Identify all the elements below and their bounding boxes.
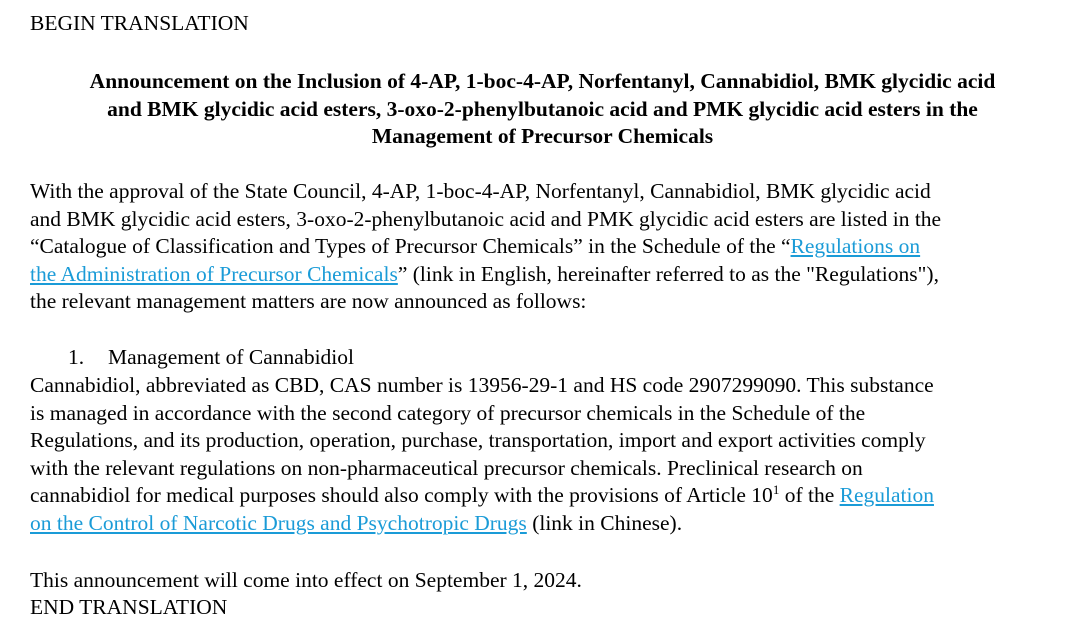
section-number: 1. — [68, 345, 85, 369]
cbd-text: cannabidiol for medical purposes should also comply with the provisions of Article 10 — [30, 483, 773, 507]
intro-line-4 — [30, 261, 1055, 289]
begin-translation-marker: BEGIN TRANSLATION — [30, 11, 249, 35]
intro-line-2: and BMK glycidic acid esters, 3-oxo-2-phenylbutanoic acid and PMK glycidic acid esters are listed in the — [30, 206, 942, 231]
cbd-text: (link in Chinese). — [526, 510, 683, 535]
section-heading-text: Management of Cannabidiol — [108, 345, 354, 369]
cbd-text: of the — [779, 483, 840, 507]
section-1-heading — [68, 344, 354, 372]
intro-line-5: the relevant management matters are now announced as follows: — [30, 289, 587, 313]
cbd-line-3: Regulations, and its production, operation, purchase, transportation, import and export activities comply — [30, 428, 926, 452]
title-line-2: and BMK glycidic acid esters, 3-oxo-2-phenylbutanoic acid and PMK glycidic acid esters in the — [107, 96, 978, 121]
cbd-line-5 — [30, 482, 1055, 510]
intro-line-1: With the approval of the State Council, 4-AP, 1-boc-4-AP, Norfentanyl, Cannabidiol, BMK glycidic acid — [30, 179, 931, 203]
narcotics-regulation-link-part-1[interactable]: Regulation — [839, 483, 934, 507]
announcement-title — [30, 68, 1055, 151]
intro-paragraph — [30, 178, 1055, 316]
end-translation-marker: END TRANSLATION — [30, 595, 228, 619]
cbd-line-4: with the relevant regulations on non-pharmaceutical precursor chemicals. Preclinical research on — [30, 455, 863, 480]
title-line-3: Management of Precursor Chemicals — [371, 124, 714, 148]
title-line-1: Announcement on the Inclusion of 4-AP, 1-boc-4-AP, Norfentanyl, Cannabidiol, BMK glycidic acid — [89, 69, 996, 93]
cbd-line-2: is managed in accordance with the second category of precursor chemicals in the Schedule of the — [30, 400, 866, 425]
cannabidiol-paragraph — [30, 372, 1055, 537]
regulations-link-part-2[interactable]: the Administration of Precursor Chemicals — [30, 261, 398, 286]
intro-text: ” (link in English, hereinafter referred to as the "Regulations"), — [397, 261, 939, 286]
cbd-line-1: Cannabidiol, abbreviated as CBD, CAS number is 13956-29-1 and HS code 2907299090. This substance — [30, 373, 934, 397]
intro-line-3 — [30, 233, 1055, 261]
cbd-line-6 — [30, 510, 1055, 538]
narcotics-regulation-link-part-2[interactable]: on the Control of Narcotic Drugs and Psychotropic Drugs — [30, 510, 527, 535]
effective-date-statement: This announcement will come into effect on September 1, 2024. — [30, 568, 582, 592]
intro-text: “Catalogue of Classification and Types of Precursor Chemicals” in the Schedule of the “ — [30, 234, 791, 258]
regulations-link-part-1[interactable]: Regulations on — [790, 234, 921, 258]
footnote-marker: 1 — [772, 481, 780, 497]
